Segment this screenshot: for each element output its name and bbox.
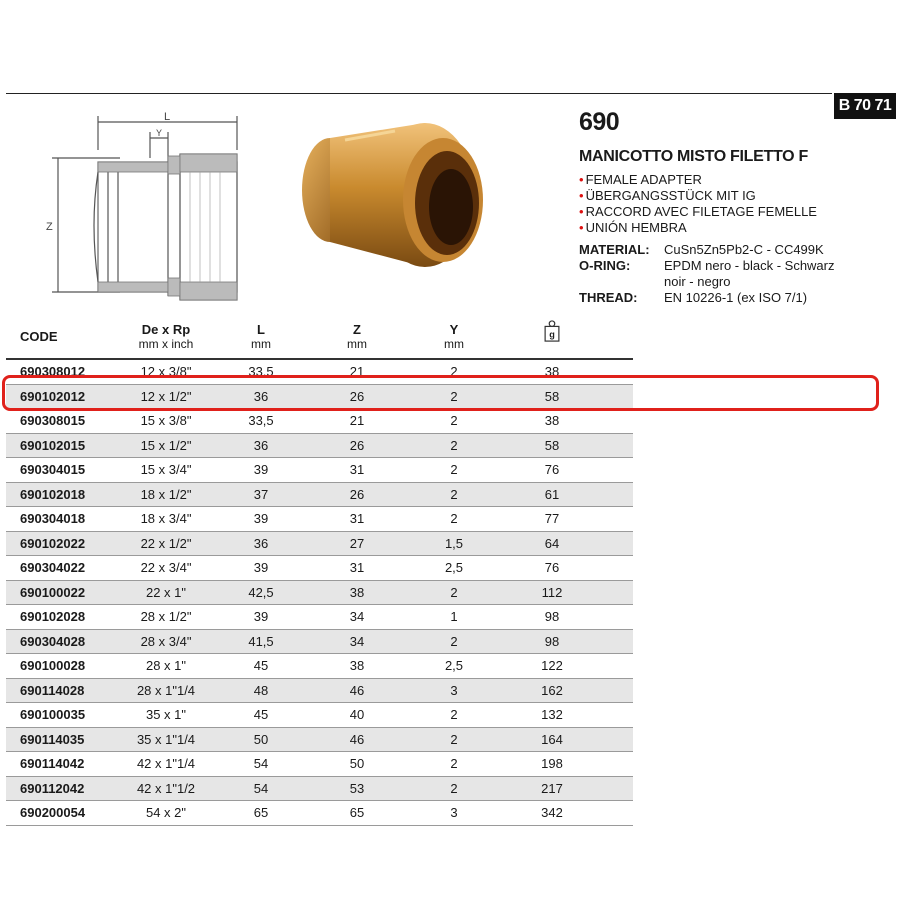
table-cell: 54 x 2" (145, 805, 187, 820)
table-cell: 45 (253, 707, 269, 722)
header-de: De x Rp mm x inch (138, 322, 194, 351)
table-cell: 132 (541, 707, 563, 722)
table-row (6, 605, 633, 630)
table-cell: 690112042 (20, 780, 85, 796)
table-cell: 2 (450, 364, 458, 379)
table-cell: 3 (450, 805, 458, 820)
table-cell: 690100035 (20, 707, 86, 722)
dim-y-label: Y (156, 128, 163, 138)
table-cell: 42,5 (248, 584, 274, 600)
table-cell: 31 (349, 560, 365, 575)
table-cell: 28 x 3/4" (140, 633, 192, 649)
table-cell: 690100022 (20, 584, 86, 600)
table-cell: 2 (450, 437, 458, 453)
row-highlight-box (2, 375, 879, 411)
translation-line: • ÜBERGANGSSTÜCK MIT IG (579, 188, 756, 203)
table-row (6, 679, 633, 704)
table-cell: 12 x 1/2" (140, 388, 192, 404)
table-cell: 36 (253, 437, 269, 453)
table-cell: 42 x 1"1/2 (136, 780, 196, 796)
table-cell: 45 (253, 658, 269, 673)
table-row (6, 434, 633, 459)
table-cell: 28 x 1"1/4 (136, 682, 196, 698)
table-cell: 2 (450, 633, 458, 649)
table-cell: 28 x 1/2" (140, 609, 192, 624)
header-y: Y mm (444, 322, 464, 351)
table-header (6, 316, 633, 360)
table-cell: 35 x 1" (145, 707, 187, 722)
table-cell: 54 (253, 780, 269, 796)
table-cell: 122 (541, 658, 563, 673)
table-cell: 690304018 (20, 511, 86, 526)
table-cell: 690304015 (20, 462, 86, 477)
table-cell: 22 x 3/4" (140, 560, 192, 575)
table-cell: 690308015 (20, 413, 86, 428)
table-cell: 34 (349, 633, 365, 649)
table-cell: 39 (253, 609, 269, 624)
table-row (6, 556, 633, 581)
table-cell: 38 (544, 364, 560, 379)
table-cell: 15 x 1/2" (140, 437, 192, 453)
table-row (6, 752, 633, 777)
bullet-icon: • (579, 220, 584, 235)
table-row (6, 483, 633, 508)
table-cell: 690102022 (20, 535, 86, 551)
table-cell: 2 (450, 707, 458, 722)
table-row (6, 581, 633, 606)
table-cell: 39 (253, 462, 269, 477)
table-cell: 2 (450, 731, 458, 747)
product-name-title: MANICOTTO MISTO FILETTO F (579, 148, 808, 165)
dim-l-label: L (164, 111, 171, 123)
table-cell: 164 (541, 731, 563, 747)
table-row (6, 458, 633, 483)
table-cell: 22 x 1/2" (140, 535, 192, 551)
table-row (6, 507, 633, 532)
table-cell: 690102012 (20, 388, 86, 404)
table-cell: 690102015 (20, 437, 86, 453)
table-cell: 76 (544, 462, 560, 477)
table-cell: 65 (253, 805, 269, 820)
table-cell: 58 (544, 388, 560, 404)
table-cell: 690102018 (20, 486, 86, 502)
table-cell: 39 (253, 511, 269, 526)
table-cell: 690114042 (20, 756, 85, 771)
table-cell: 28 x 1" (145, 658, 187, 673)
table-cell: 36 (253, 535, 269, 551)
table-cell: 26 (349, 437, 365, 453)
table-cell: 61 (544, 486, 560, 502)
translation-line: • UNIÓN HEMBRA (579, 220, 687, 235)
table-cell: 65 (349, 805, 365, 820)
table-cell: 1 (450, 609, 458, 624)
table-cell: 3 (450, 682, 458, 698)
table-cell: 98 (544, 609, 560, 624)
table-cell: 22 x 1" (145, 584, 187, 600)
top-rule (6, 93, 832, 94)
table-cell: 38 (349, 658, 365, 673)
table-cell: 2 (450, 462, 458, 477)
catalog-badge: B 70 71 (834, 93, 896, 119)
table-cell: 217 (541, 780, 563, 796)
table-cell: 690114028 (20, 682, 85, 698)
table-cell: 50 (349, 756, 365, 771)
header-weight (511, 320, 593, 345)
table-cell: 26 (349, 388, 365, 404)
table-cell: 2 (450, 780, 458, 796)
table-cell: 690114035 (20, 731, 85, 747)
table-row (6, 654, 633, 679)
table-cell: 31 (349, 511, 365, 526)
table-row (6, 409, 633, 434)
table-row (6, 801, 633, 826)
table-cell: 690200054 (20, 805, 86, 820)
table-cell: 40 (349, 707, 365, 722)
table-row (6, 630, 633, 655)
product-photo (275, 95, 505, 295)
table-cell: 64 (544, 535, 560, 551)
table-cell: 2 (450, 511, 458, 526)
table-row (6, 703, 633, 728)
table-cell: 46 (349, 682, 365, 698)
table-cell: 21 (349, 413, 365, 428)
header-z: Z mm (347, 322, 367, 351)
weight-icon (543, 320, 561, 342)
weight-unit: g (549, 329, 555, 340)
table-cell: 39 (253, 560, 269, 575)
table-cell: 690100028 (20, 658, 86, 673)
table-cell: 2 (450, 584, 458, 600)
table-row (6, 728, 633, 753)
table-cell: 690102028 (20, 609, 86, 624)
table-cell: 53 (349, 780, 365, 796)
table-row (6, 777, 633, 802)
header-l: L mm (251, 322, 271, 351)
table-cell: 35 x 1"1/4 (136, 731, 196, 747)
table-cell: 1,5 (444, 535, 464, 551)
table-cell: 12 x 3/8" (140, 364, 192, 379)
table-cell: 21 (349, 364, 365, 379)
table-cell: 42 x 1"1/4 (136, 756, 196, 771)
table-cell: 48 (253, 682, 269, 698)
table-cell: 41,5 (248, 633, 274, 649)
translation-line: • FEMALE ADAPTER (579, 172, 702, 187)
table-cell: 38 (544, 413, 560, 428)
table-cell: 690304022 (20, 560, 86, 575)
bullet-icon: • (579, 188, 584, 203)
table-cell: 690308012 (20, 364, 86, 379)
product-translations (579, 172, 817, 236)
table-cell: 690304028 (20, 633, 86, 649)
table-cell: 31 (349, 462, 365, 477)
table-cell: 98 (544, 633, 560, 649)
table-cell: 18 x 3/4" (140, 511, 192, 526)
translation-line: • RACCORD AVEC FILETAGE FEMELLE (579, 204, 817, 219)
table-cell: 50 (253, 731, 269, 747)
table-cell: 37 (253, 486, 269, 502)
table-cell: 54 (253, 756, 269, 771)
table-cell: 18 x 1/2" (140, 486, 192, 502)
table-cell: 58 (544, 437, 560, 453)
bullet-icon: • (579, 204, 584, 219)
bullet-icon: • (579, 172, 584, 187)
table-cell: 76 (544, 560, 560, 575)
table-cell: 15 x 3/4" (140, 462, 192, 477)
table-cell: 15 x 3/8" (140, 413, 192, 428)
table-cell: 2 (450, 756, 458, 771)
table-cell: 34 (349, 609, 365, 624)
header-code: CODE (20, 329, 58, 344)
table-cell: 2 (450, 413, 458, 428)
table-body (6, 360, 633, 826)
table-row (6, 532, 633, 557)
table-cell: 33,5 (248, 413, 274, 428)
table-cell: 198 (541, 756, 563, 771)
product-code-title: 690 (579, 108, 620, 136)
dim-z-label: Z (46, 221, 53, 233)
table-cell: 77 (544, 511, 560, 526)
table-cell: 38 (349, 584, 365, 600)
table-cell: 26 (349, 486, 365, 502)
table-cell: 112 (541, 584, 563, 600)
table-cell: 2,5 (444, 560, 464, 575)
table-cell: 27 (349, 535, 365, 551)
table-cell: 36 (253, 388, 269, 404)
table-cell: 162 (541, 682, 563, 698)
table-cell: 342 (541, 805, 563, 820)
technical-drawing (40, 110, 250, 305)
table-cell: 2 (450, 486, 458, 502)
table-cell: 2 (450, 388, 458, 404)
table-cell: 2,5 (444, 658, 464, 673)
table-cell: 33,5 (248, 364, 274, 379)
table-cell: 46 (349, 731, 365, 747)
